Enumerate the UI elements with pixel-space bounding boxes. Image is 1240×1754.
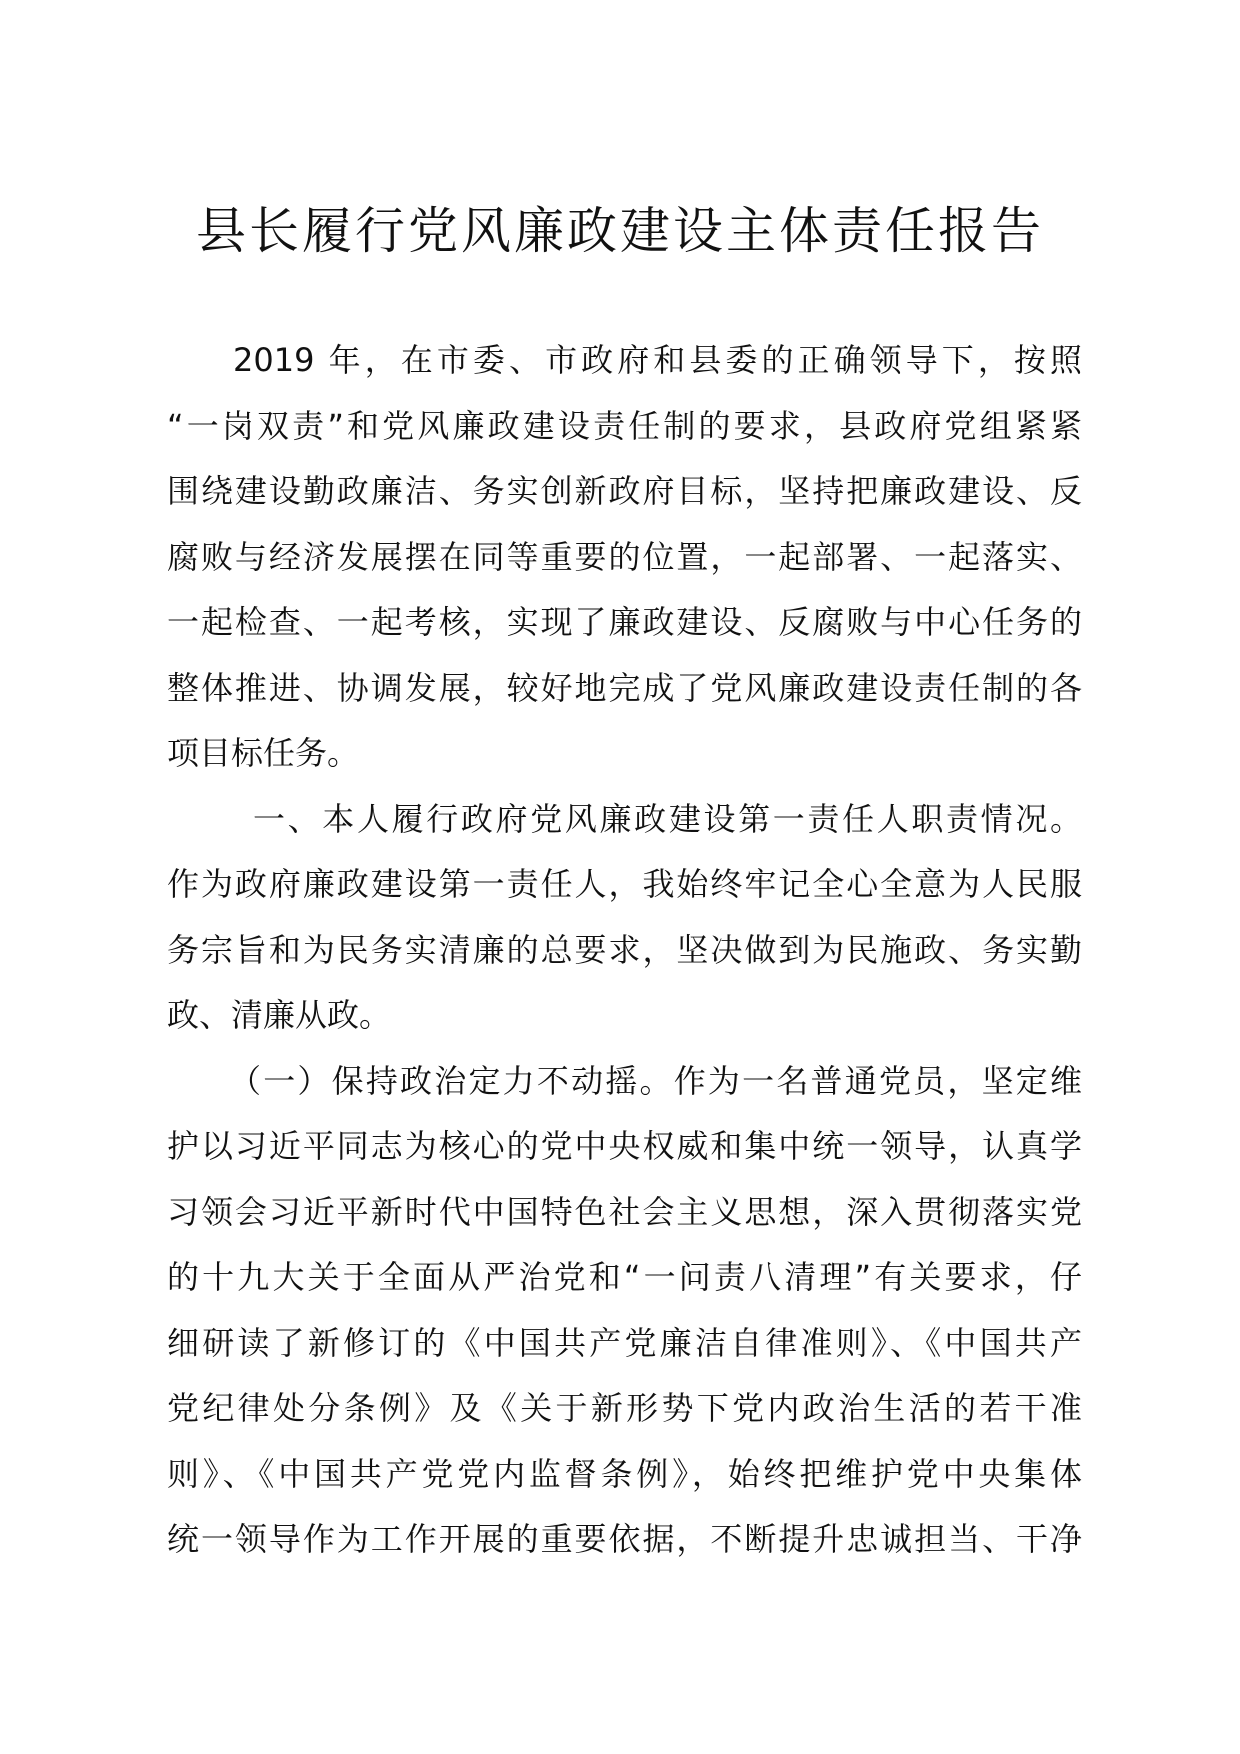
text-line: 围绕建设勤政廉洁、务实创新政府目标，坚持把廉政建设、反 bbox=[167, 472, 1082, 510]
paragraph-section-1 bbox=[167, 787, 1082, 1049]
text-line: 政、清廉从政。 bbox=[167, 996, 392, 1034]
text-line: 务宗旨和为民务实清廉的总要求，坚决做到为民施政、务实勤 bbox=[167, 930, 1082, 969]
paragraph-subsection-1 bbox=[167, 1049, 1082, 1573]
text-line: 的十九大关于全面从严治党和“一问责八清理”有关要求，仔 bbox=[167, 1258, 1082, 1296]
text-line: 统一领导作为工作开展的重要依据，不断提升忠诚担当、干净 bbox=[167, 1520, 1082, 1558]
text-line: 腐败与经济发展摆在同等重要的位置，一起部署、一起落实、 bbox=[167, 537, 1082, 576]
text-line: 习领会习近平新时代中国特色社会主义思想，深入贯彻落实党 bbox=[167, 1192, 1082, 1231]
text-line: 作为政府廉政建设第一责任人，我始终牢记全心全意为人民服 bbox=[167, 865, 1082, 903]
text-line: 项目标任务。 bbox=[167, 734, 360, 772]
text-line: 党纪律处分条例》及《关于新形势下党内政治生活的若干准 bbox=[167, 1389, 1082, 1427]
text-line: 细研读了新修订的《中国共产党廉洁自律准则》、《中国共产 bbox=[167, 1323, 1082, 1362]
text-line: 护以习近平同志为核心的党中央权威和集中统一领导，认真学 bbox=[167, 1127, 1082, 1165]
paragraph-intro bbox=[167, 328, 1082, 787]
text-line: 则》、《中国共产党党内监督条例》，始终把维护党中央集体 bbox=[167, 1454, 1082, 1493]
document-body bbox=[167, 328, 1082, 1573]
text-line: 一起检查、一起考核，实现了廉政建设、反腐败与中心任务的 bbox=[167, 603, 1082, 641]
text-line: （一）保持政治定力不动摇。作为一名普通党员，坚定维 bbox=[229, 1061, 1082, 1100]
document-title: 县长履行党风廉政建设主体责任报告 bbox=[196, 202, 1044, 260]
text-line: 整体推进、协调发展，较好地完成了党风廉政建设责任制的各 bbox=[167, 668, 1082, 707]
section-heading-line: 一、本人履行政府党风廉政建设第一责任人职责情况。 bbox=[253, 799, 1082, 838]
text-line: 2019 年，在市委、市政府和县委的正确领导下，按照 bbox=[233, 341, 1082, 379]
text-line: “一岗双责”和党风廉政建设责任制的要求，县政府党组紧紧 bbox=[167, 406, 1082, 445]
